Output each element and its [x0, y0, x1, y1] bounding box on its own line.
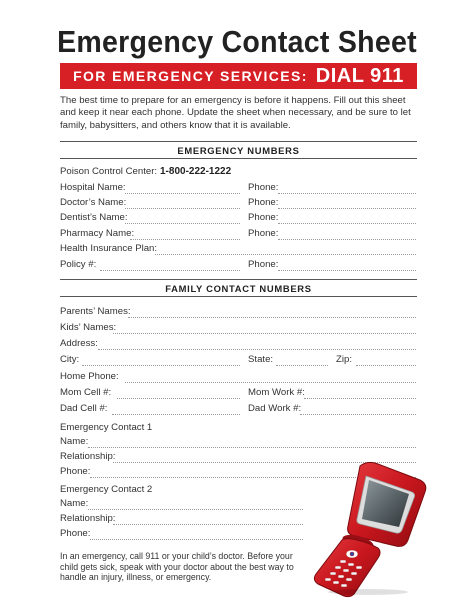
section-rule-top [60, 141, 417, 142]
contact1-phone-label: Phone: [60, 466, 91, 477]
city-label: City: [60, 354, 80, 365]
section-rule-bottom [60, 158, 417, 159]
zip-field[interactable] [356, 365, 416, 366]
emergency-contact-1-heading: Emergency Contact 1 [60, 422, 153, 433]
banner-number: DIAL 911 [315, 64, 404, 87]
contact2-name-label: Name: [60, 498, 89, 509]
doctor-label: Doctor’s Name: [60, 197, 127, 208]
contact2-phone-field[interactable] [90, 539, 303, 540]
contact2-name-field[interactable] [88, 509, 303, 510]
contact2-relationship-label: Relationship: [60, 513, 116, 524]
dad-cell-field[interactable] [112, 414, 240, 415]
family-contact-heading: FAMILY CONTACT NUMBERS [165, 283, 312, 294]
contact2-phone-label: Phone: [60, 528, 91, 539]
intro-paragraph: The best time to prepare for an emergency is before it happens. Fill out this sheet and keep it near each phone. Update the sheet when necessary, and be sure to let family, babysitters, and others know that it is available. [60, 95, 411, 131]
mom-cell-label: Mom Cell #: [60, 387, 112, 398]
state-field[interactable] [276, 365, 328, 366]
section-rule-bottom [60, 296, 417, 297]
city-field[interactable] [82, 365, 240, 366]
mom-work-field[interactable] [304, 398, 416, 399]
poison-control-label: Poison Control Center: [60, 166, 158, 177]
contact2-relationship-field[interactable] [113, 524, 303, 525]
zip-label: Zip: [336, 354, 352, 365]
doctor-phone-label: Phone: [248, 197, 279, 208]
policy-field[interactable] [100, 270, 240, 271]
dad-work-label: Dad Work #: [248, 403, 302, 414]
dentist-field[interactable] [125, 223, 240, 224]
pharmacy-phone-field[interactable] [278, 239, 416, 240]
emergency-contact-2-heading: Emergency Contact 2 [60, 484, 153, 495]
page-title: Emergency Contact Sheet [57, 24, 417, 59]
dentist-label: Dentist’s Name: [60, 212, 128, 223]
emergency-numbers-heading: EMERGENCY NUMBERS [177, 145, 300, 156]
parents-label: Parents’ Names: [60, 306, 131, 317]
hospital-label: Hospital Name: [60, 182, 126, 193]
policy-phone-field[interactable] [278, 270, 416, 271]
contact1-relationship-label: Relationship: [60, 451, 116, 462]
doctor-field[interactable] [125, 208, 240, 209]
address-field[interactable] [98, 349, 416, 350]
pharmacy-field[interactable] [130, 239, 240, 240]
hospital-field[interactable] [125, 193, 240, 194]
banner-label: FOR EMERGENCY SERVICES: [73, 68, 308, 84]
section-rule-top [60, 279, 417, 280]
home-phone-field[interactable] [125, 382, 416, 383]
dad-work-field[interactable] [300, 414, 416, 415]
mom-work-label: Mom Work #: [248, 387, 305, 398]
contact1-name-label: Name: [60, 436, 89, 447]
policy-phone-label: Phone: [248, 259, 279, 270]
policy-label: Policy #: [60, 259, 97, 270]
contact1-name-field[interactable] [88, 447, 416, 448]
dentist-phone-field[interactable] [278, 223, 416, 224]
doctor-phone-field[interactable] [278, 208, 416, 209]
address-label: Address: [60, 338, 98, 349]
pharmacy-phone-label: Phone: [248, 228, 279, 239]
parents-field[interactable] [128, 317, 416, 318]
hospital-phone-label: Phone: [248, 182, 279, 193]
home-phone-label: Home Phone: [60, 371, 119, 382]
mom-cell-field[interactable] [117, 398, 240, 399]
pharmacy-label: Pharmacy Name: [60, 228, 135, 239]
poison-control-number: 1-800-222-1222 [160, 166, 232, 177]
dial-911-banner [60, 63, 417, 89]
footer-note: In an emergency, call 911 or your child’s doctor. Before your child gets sick, speak with your doctor about the best way to handle an injury, illness, or emergency. [60, 551, 294, 583]
insurance-field[interactable] [155, 254, 416, 255]
kids-label: Kids’ Names: [60, 322, 117, 333]
hospital-phone-field[interactable] [278, 193, 416, 194]
dad-cell-label: Dad Cell #: [60, 403, 108, 414]
kids-field[interactable] [113, 333, 416, 334]
flip-phone-illustration [308, 458, 428, 598]
dentist-phone-label: Phone: [248, 212, 279, 223]
insurance-label: Health Insurance Plan: [60, 243, 158, 254]
state-label: State: [248, 354, 274, 365]
